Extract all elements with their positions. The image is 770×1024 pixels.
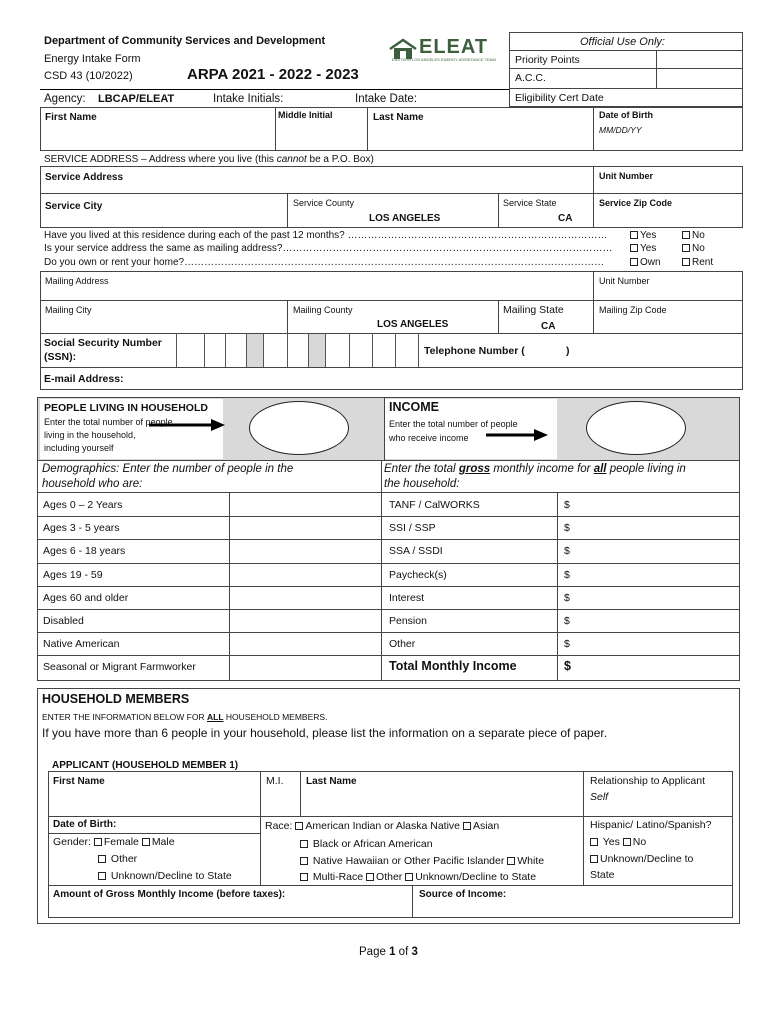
- service-state-label: Service State: [503, 198, 557, 208]
- demographics-heading-2: household who are:: [42, 478, 143, 490]
- gross-income-label[interactable]: Amount of Gross Monthly Income (before taxes):: [53, 889, 286, 900]
- demographic-label: Ages 60 and older: [43, 592, 129, 604]
- race-pacific-islander-option[interactable]: Native Hawaiian or Other Pacific Islander: [300, 855, 504, 867]
- race-white-option[interactable]: White: [507, 855, 544, 867]
- service-county-value: LOS ANGELES: [369, 213, 441, 224]
- demographic-row: [37, 586, 381, 609]
- phone-label[interactable]: Telephone Number (: [424, 345, 525, 357]
- mailing-address-label[interactable]: Mailing Address: [45, 276, 109, 286]
- member-first-name-label[interactable]: First Name: [53, 776, 105, 787]
- q3-own-option[interactable]: Own: [630, 256, 661, 269]
- member-last-name-label[interactable]: Last Name: [306, 776, 357, 787]
- middle-initial-label[interactable]: Middle Initial: [278, 110, 333, 120]
- logo-subtext: EASTERN LOS ANGELES ENERGY ASSISTANCE TEAM: [392, 57, 496, 62]
- demographic-row: [37, 609, 381, 632]
- checkbox-icon[interactable]: [98, 872, 106, 880]
- checkbox-icon[interactable]: [682, 244, 690, 252]
- race-american-indian-option[interactable]: American Indian or Alaska Native: [295, 820, 460, 832]
- demographic-row: [37, 563, 381, 586]
- demographic-row: [37, 655, 381, 678]
- demographic-label: Seasonal or Migrant Farmworker: [43, 661, 196, 673]
- relationship-label: Relationship to Applicant: [590, 775, 705, 787]
- arrow-right-icon: [484, 427, 550, 443]
- program-title: ARPA 2021 - 2022 - 2023: [187, 66, 359, 83]
- members-instruction: ENTER THE INFORMATION BELOW FOR ALL HOUSEHOLD MEMBERS.: [42, 712, 328, 722]
- hispanic-unknown-cont: State: [590, 869, 615, 881]
- income-title: INCOME: [389, 400, 439, 414]
- hispanic-unknown-option[interactable]: Unknown/Decline to: [590, 853, 693, 866]
- demographic-count-input[interactable]: [230, 586, 381, 609]
- checkbox-icon[interactable]: [300, 857, 308, 865]
- checkbox-icon[interactable]: [405, 873, 413, 881]
- race-row-1: Race: American Indian or Alaska Native Asian: [265, 820, 500, 832]
- hispanic-no-option[interactable]: No: [623, 836, 646, 848]
- mailing-city-label[interactable]: Mailing City: [45, 305, 92, 315]
- income-source-label: SSI / SSP: [389, 522, 436, 534]
- income-source-label: SSA / SSDI: [389, 545, 443, 557]
- income-heading-2: the household:: [384, 478, 460, 490]
- demographic-count-input[interactable]: [230, 609, 381, 632]
- income-amount-input[interactable]: $: [564, 522, 570, 534]
- service-note: SERVICE ADDRESS – Address where you live (this cannot be a P.O. Box): [44, 154, 374, 165]
- service-unit-label[interactable]: Unit Number: [599, 171, 653, 181]
- demographic-count-input[interactable]: [230, 655, 381, 678]
- eligibility-cert-date-label: Eligibility Cert Date: [515, 92, 604, 104]
- checkbox-icon[interactable]: [94, 838, 102, 846]
- income-note-2: who receive income: [389, 433, 469, 443]
- demographic-row: [37, 632, 381, 655]
- income-source-label: Pension: [389, 615, 427, 627]
- income-note-1: Enter the total number of people: [389, 419, 518, 429]
- mailing-zip-label[interactable]: Mailing Zip Code: [599, 305, 667, 315]
- demographic-row: [37, 516, 381, 539]
- email-label[interactable]: E-mail Address:: [44, 373, 124, 385]
- demographic-count-input[interactable]: [230, 493, 381, 516]
- gender-row: Gender: Female Male: [53, 836, 175, 848]
- page-number: Page 1 of 3: [359, 946, 418, 958]
- checkbox-icon[interactable]: [98, 855, 106, 863]
- last-name-label[interactable]: Last Name: [373, 112, 424, 123]
- demographic-count-input[interactable]: [230, 632, 381, 655]
- intake-initials-label[interactable]: Intake Initials:: [213, 93, 284, 105]
- relationship-value: Self: [590, 791, 609, 803]
- dob-label[interactable]: Date of Birth: [599, 110, 653, 120]
- income-amount-input[interactable]: $: [564, 499, 570, 511]
- gender-unknown-option[interactable]: Unknown/Decline to State: [98, 870, 232, 883]
- people-note-2: living in the household,: [44, 430, 136, 440]
- ssn-label: Social Security Number: [44, 337, 162, 349]
- hispanic-yes-no-row: [590, 836, 646, 849]
- agency-value: LBCAP/ELEAT: [98, 93, 175, 105]
- service-county-label: Service County: [293, 198, 355, 208]
- question-own-rent: Do you own or rent your home?………………………………………………………………………………………………………………: [44, 257, 605, 268]
- intake-date-label[interactable]: Intake Date:: [355, 93, 418, 105]
- hispanic-label: Hispanic/ Latino/Spanish?: [590, 819, 712, 831]
- question-mailing-same: Is your service address the same as mailing address?………………………………………………………………………………………: [44, 243, 613, 254]
- q1-yes-option[interactable]: Yes: [630, 229, 656, 242]
- demographic-count-input[interactable]: [230, 516, 381, 539]
- gender-other-option[interactable]: Other: [98, 853, 137, 866]
- race-unknown-option[interactable]: Unknown/Decline to State: [405, 871, 536, 883]
- demographic-row: [37, 539, 381, 562]
- checkbox-icon[interactable]: [295, 822, 303, 830]
- income-earners-input[interactable]: [586, 401, 686, 455]
- checkbox-icon[interactable]: [682, 258, 690, 266]
- dob-format: MM/DD/YY: [599, 125, 642, 135]
- mailing-county-label: Mailing County: [293, 305, 353, 315]
- people-title: PEOPLE LIVING IN HOUSEHOLD: [44, 402, 208, 414]
- q3-rent-option[interactable]: Rent: [682, 256, 713, 269]
- q2-no-option[interactable]: No: [682, 242, 705, 255]
- applicant-heading: APPLICANT (HOUSEHOLD MEMBER 1): [52, 760, 239, 771]
- member-dob-label[interactable]: Date of Birth:: [53, 819, 117, 830]
- mailing-state-value: CA: [541, 321, 556, 332]
- members-instruction-2: If you have more than 6 people in your household, please list the information on a separate piece of paper.: [42, 726, 608, 740]
- checkbox-icon[interactable]: [142, 838, 150, 846]
- income-amount-input[interactable]: $: [564, 592, 570, 604]
- gender-male-option[interactable]: Male: [142, 836, 175, 848]
- demographic-label: Ages 19 - 59: [43, 569, 103, 581]
- income-amount-input[interactable]: $: [564, 569, 570, 581]
- demographic-row: [37, 493, 381, 516]
- income-amount-input[interactable]: $: [564, 545, 570, 557]
- checkbox-icon[interactable]: [590, 855, 598, 863]
- income-heading-1: Enter the total gross monthly income for all people living in: [384, 463, 686, 475]
- income-source-label: Paycheck(s): [389, 569, 447, 581]
- race-row-3: [300, 855, 544, 868]
- checkbox-icon[interactable]: [507, 857, 515, 865]
- income-source-label: Interest: [389, 592, 425, 604]
- service-city-label[interactable]: Service City: [45, 201, 103, 212]
- income-source-label[interactable]: Source of Income:: [419, 889, 507, 900]
- first-name-label[interactable]: First Name: [45, 112, 97, 123]
- race-asian-option[interactable]: Asian: [463, 820, 499, 832]
- question-residence: Have you lived at this residence during each of the past 12 months? ……………………………………………………………………: [44, 230, 608, 241]
- demographics-heading-1: Demographics: Enter the number of people in the: [42, 463, 294, 475]
- checkbox-icon[interactable]: [590, 838, 598, 846]
- form-code: CSD 43 (10/2022): [44, 70, 133, 82]
- q1-no-option[interactable]: No: [682, 229, 705, 242]
- logo-text: ELEAT: [419, 36, 489, 58]
- official-use-title: Official Use Only:: [580, 36, 665, 48]
- arrow-right-icon: [147, 417, 227, 433]
- checkbox-icon[interactable]: [630, 244, 638, 252]
- total-income-label: Total Monthly Income: [389, 659, 517, 673]
- agency-label: Agency:: [44, 93, 86, 105]
- hispanic-yes-option[interactable]: Yes: [590, 836, 620, 848]
- demographic-label: Ages 6 - 18 years: [43, 545, 126, 557]
- ssn-abbr: (SSN):: [44, 351, 77, 363]
- checkbox-icon[interactable]: [630, 231, 638, 239]
- checkbox-icon[interactable]: [682, 231, 690, 239]
- income-amount-input[interactable]: $: [564, 615, 570, 627]
- form-name: Energy Intake Form: [44, 53, 141, 65]
- mailing-unit-label[interactable]: Unit Number: [599, 276, 650, 286]
- member-mi-label[interactable]: M.I.: [266, 775, 284, 787]
- members-title: HOUSEHOLD MEMBERS: [42, 692, 190, 706]
- phone-close: ): [566, 345, 570, 357]
- race-row-4: [300, 871, 536, 884]
- service-state-value: CA: [558, 213, 573, 224]
- q2-yes-option[interactable]: Yes: [630, 242, 656, 255]
- priority-points-label: Priority Points: [515, 54, 580, 66]
- demographic-label: Ages 3 - 5 years: [43, 522, 120, 534]
- race-multi-option[interactable]: Multi-Race: [300, 871, 363, 883]
- ssn-input[interactable]: [176, 333, 418, 367]
- race-black-option[interactable]: Black or African American: [300, 838, 433, 851]
- mailing-county-value: LOS ANGELES: [377, 319, 449, 330]
- checkbox-icon[interactable]: [623, 838, 631, 846]
- demographic-count-input[interactable]: [230, 563, 381, 586]
- income-source-label: TANF / CalWORKS: [389, 499, 480, 511]
- demographic-label: Ages 0 – 2 Years: [43, 499, 123, 511]
- gender-female-option[interactable]: Female: [94, 836, 139, 848]
- checkbox-icon[interactable]: [300, 873, 308, 881]
- department-title: Department of Community Services and Development: [44, 35, 326, 47]
- mailing-state-label: Mailing State: [503, 304, 564, 316]
- demographic-count-input[interactable]: [230, 539, 381, 562]
- service-zip-label[interactable]: Service Zip Code: [599, 198, 673, 208]
- checkbox-icon[interactable]: [463, 822, 471, 830]
- income-source-label: Other: [389, 638, 416, 650]
- demographic-label: Disabled: [43, 615, 84, 627]
- eleat-logo: [388, 36, 506, 62]
- service-address-label[interactable]: Service Address: [45, 172, 124, 183]
- race-other-option[interactable]: Other: [366, 871, 402, 883]
- people-note-3: including yourself: [44, 443, 114, 453]
- people-count-input[interactable]: [249, 401, 349, 455]
- checkbox-icon[interactable]: [366, 873, 374, 881]
- checkbox-icon[interactable]: [300, 840, 308, 848]
- demographic-label: Native American: [43, 638, 120, 650]
- people-note-1: Enter the total number of people: [44, 417, 173, 427]
- income-amount-input[interactable]: $: [564, 638, 570, 650]
- checkbox-icon[interactable]: [630, 258, 638, 266]
- acc-label: A.C.C.: [515, 72, 546, 84]
- total-income-currency[interactable]: $: [564, 659, 571, 673]
